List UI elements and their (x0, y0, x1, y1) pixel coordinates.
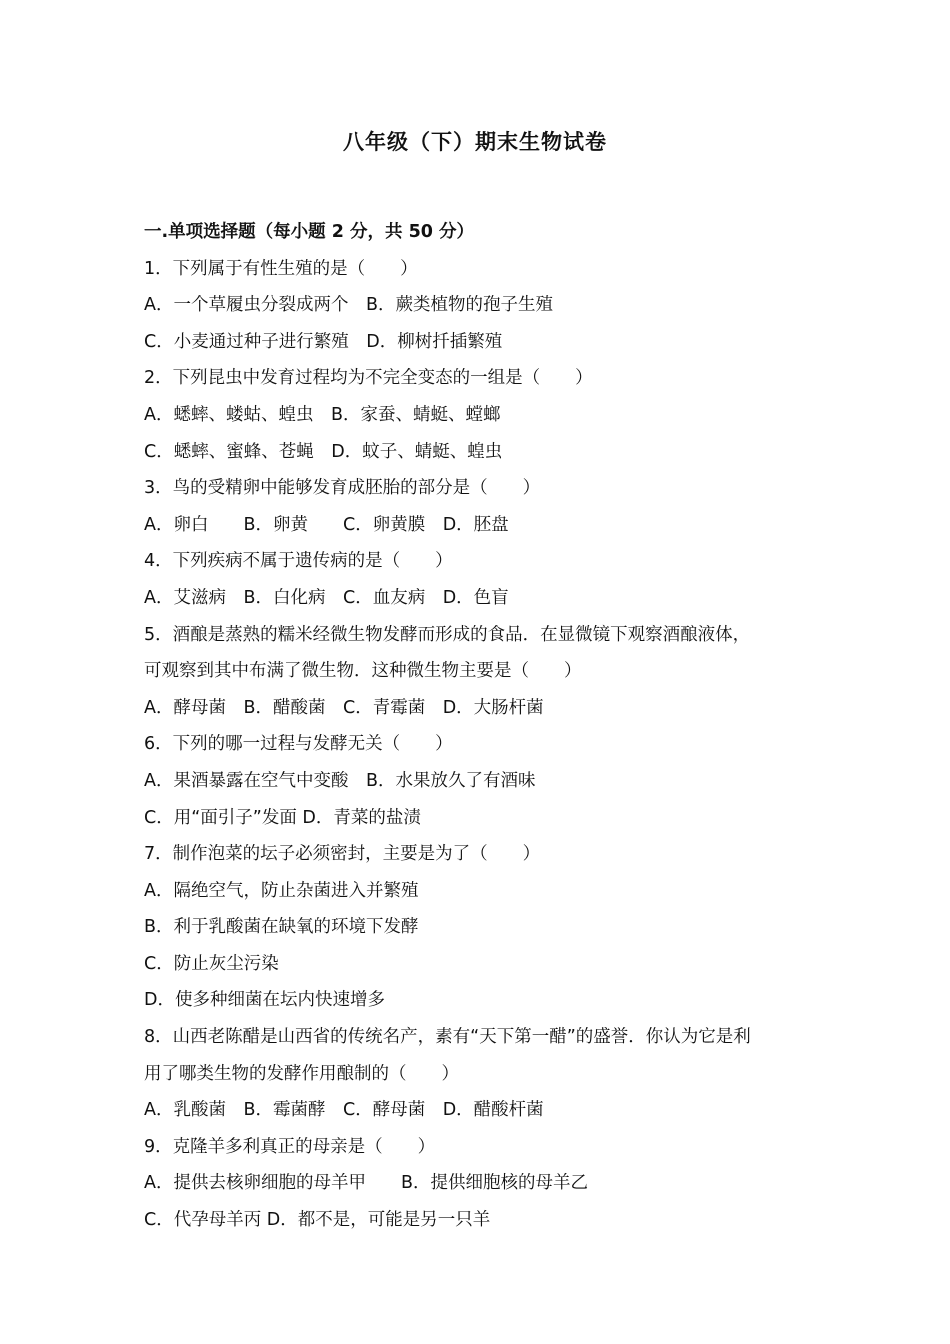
question-7-option-b: B．利于乳酸菌在缺氧的环境下发酵 (144, 917, 419, 938)
question-5-options: A．酵母菌 B．醋酸菌 C．青霉菌 D．大肠杆菌 (144, 697, 544, 718)
question-7-option-a: A．隔绝空气，防止杂菌进入并繁殖 (144, 880, 419, 901)
question-5-line-2: 可观察到其中布满了微生物．这种微生物主要是（ ） (144, 661, 582, 682)
question-5-line-1: 5．酒酿是蒸熟的糯米经微生物发酵而形成的食品．在显微镜下观察酒酿液体， (144, 624, 751, 645)
question-6-options-cd: C．用“面引子”发面 D．青菜的盐渍 (144, 807, 421, 828)
question-3: 3．鸟的受精卵中能够发育成胚胎的部分是（ ） (144, 478, 541, 499)
question-2-options-ab: A．蟋蟀、蝼蛄、蝗虫 B．家蚕、蜻蜓、螳螂 (144, 404, 501, 425)
question-7-option-d: D．使多种细菌在坛内快速增多 (144, 990, 385, 1011)
question-4: 4．下列疾病不属于遗传病的是（ ） (144, 551, 453, 572)
question-3-options: A．卵白 B．卵黄 C．卵黄膜 D．胚盘 (144, 514, 509, 535)
question-9-options-cd: C．代孕母羊丙 D．都不是，可能是另一只羊 (144, 1210, 491, 1231)
question-8-line-2: 用了哪类生物的发酵作用酿制的（ ） (144, 1063, 459, 1084)
question-9-options-ab: A．提供去核卵细胞的母羊甲 B．提供细胞核的母羊乙 (144, 1173, 588, 1194)
question-6: 6．下列的哪一过程与发酵无关（ ） (144, 734, 453, 755)
section-title: 一.单项选择题（每小题 2 分，共 50 分） (144, 222, 475, 242)
question-2-options-cd: C．蟋蟀、蜜蜂、苍蝇 D．蚊子、蜻蜓、蝗虫 (144, 441, 503, 462)
question-9: 9．克隆羊多利真正的母亲是（ ） (144, 1136, 436, 1157)
question-1-options-ab: A．一个草履虫分裂成两个 B．蕨类植物的孢子生殖 (144, 295, 553, 316)
question-1-options-cd: C．小麦通过种子进行繁殖 D．柳树扦插繁殖 (144, 331, 503, 352)
question-1: 1．下列属于有性生殖的是（ ） (144, 258, 418, 279)
exam-content (144, 214, 824, 1239)
question-8-options: A．乳酸菌 B．霉菌酵 C．酵母菌 D．醋酸杆菌 (144, 1100, 544, 1121)
question-4-options: A．艾滋病 B．白化病 C．血友病 D．色盲 (144, 587, 509, 608)
question-6-options-ab: A．果酒暴露在空气中变酸 B．水果放久了有酒味 (144, 770, 536, 791)
question-7: 7．制作泡菜的坛子必须密封，主要是为了（ ） (144, 844, 541, 865)
question-7-option-c: C．防止灰尘污染 (144, 953, 279, 974)
question-2: 2．下列昆虫中发育过程均为不完全变态的一组是（ ） (144, 368, 593, 389)
question-8-line-1: 8．山西老陈醋是山西省的传统名产，素有“天下第一醋”的盛誉．你认为它是利 (144, 1027, 751, 1048)
document-title: 八年级（下）期末生物试卷 (343, 130, 607, 154)
